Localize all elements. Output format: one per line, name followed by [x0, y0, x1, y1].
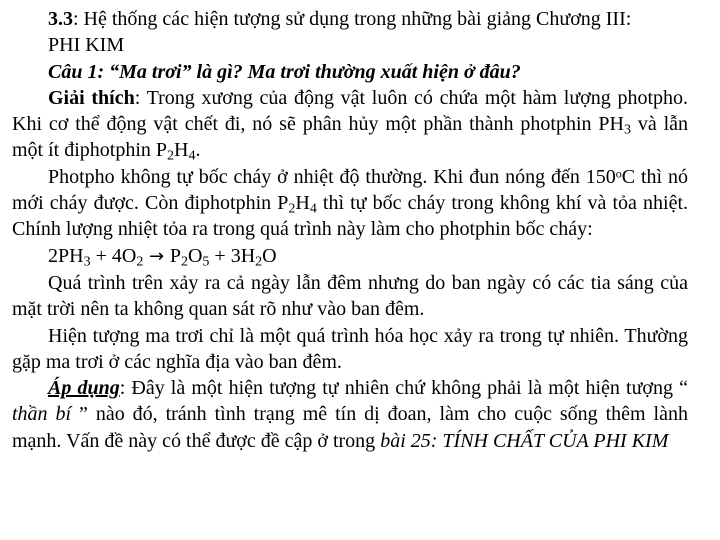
subscript: 2 — [288, 201, 296, 217]
subscript: 5 — [202, 254, 210, 270]
question-label: Câu 1: — [48, 60, 105, 83]
section-number: 3.3 — [48, 8, 73, 30]
section-title: : Hệ thống các hiện tượng sử dụng trong những bài giảng Chương III: — [73, 8, 632, 30]
paragraph-text: thì tự bốc cháy trong không khí và tỏa nhiệt. Chính lượng nhiệt tỏa ra trong quá trình này làm cho photphin bốc cháy: — [12, 192, 688, 241]
subscript: 4 — [309, 201, 317, 217]
subscript: 4 — [188, 148, 196, 164]
subscript: 2 — [136, 254, 144, 270]
quoted-phrase: thần bí — [12, 403, 72, 426]
subscript: 3 — [83, 254, 91, 270]
lesson-reference: bài 25: TÍNH CHẤT CỦA PHI KIM — [380, 429, 669, 452]
observation-paragraph: Quá trình trên xảy ra cả ngày lẫn đêm nhưng do ban ngày có các tia sáng của mặt trời nên ta không quan sát rõ như vào ban đêm. — [12, 271, 688, 321]
reaction-arrow: → — [143, 245, 170, 267]
application-paragraph — [12, 375, 688, 454]
subscript: 3 — [623, 122, 631, 138]
explanation-paragraph — [12, 85, 688, 164]
question-text: “Ma trơi” là gì? Ma trơi thường xuất hiện ở đâu? — [104, 60, 521, 83]
explanation-end: . — [195, 139, 201, 162]
subject-label: PHI KIM — [48, 34, 125, 57]
subject-title — [12, 32, 688, 58]
paragraph-text: C thì nó mới cháy được. Còn điphotphin P — [12, 165, 689, 215]
equation-term: 2PH — [48, 244, 84, 267]
application-label: Áp dụng — [48, 377, 120, 400]
explanation-text: : Trong xương của động vật luôn có chứa một hàm lượng photpho. Khi cơ thể động vật chết đi, nó sẽ phân hủy một phần thành photphin PH — [12, 86, 689, 136]
equation-term: O — [187, 244, 203, 267]
subscript: 2 — [255, 254, 263, 270]
section-heading — [12, 6, 688, 32]
subscript: 2 — [180, 254, 188, 270]
chemical-equation — [12, 243, 688, 270]
equation-term: O — [262, 244, 277, 267]
equation-term: P — [169, 244, 181, 267]
paragraph-text: Photpho không tự bốc cháy ở nhiệt độ thường. Khi đun nóng đến 150 — [48, 165, 616, 188]
degree-sign: o — [615, 166, 622, 181]
question-heading — [12, 59, 688, 85]
explanation-mid: và lẫn một ít điphotphin P — [12, 113, 689, 162]
equation-term: + 4O — [90, 244, 137, 267]
application-text: : Đây là một hiện tượng tự nhiên chứ không phải là một hiện tượng “ — [119, 377, 688, 400]
explanation-label: Giải thích — [48, 86, 135, 109]
phenomenon-paragraph: Hiện tượng ma trơi chỉ là một quá trình hóa học xảy ra trong tự nhiên. Thường gặp ma trơi ở các nghĩa địa vào ban đêm. — [12, 324, 688, 373]
paragraph-text: H — [295, 192, 310, 215]
explanation-h: H — [174, 139, 189, 162]
subscript: 2 — [167, 148, 175, 164]
application-text: ” nào đó, tránh tình trạng mê tín dị đoan, làm cho cuộc sống thêm lành mạnh. Vấn đề này có thể được đề cập ở trong — [12, 403, 688, 452]
combustion-paragraph — [12, 164, 688, 243]
equation-term: + 3H — [209, 244, 256, 267]
document-page — [12, 6, 688, 454]
